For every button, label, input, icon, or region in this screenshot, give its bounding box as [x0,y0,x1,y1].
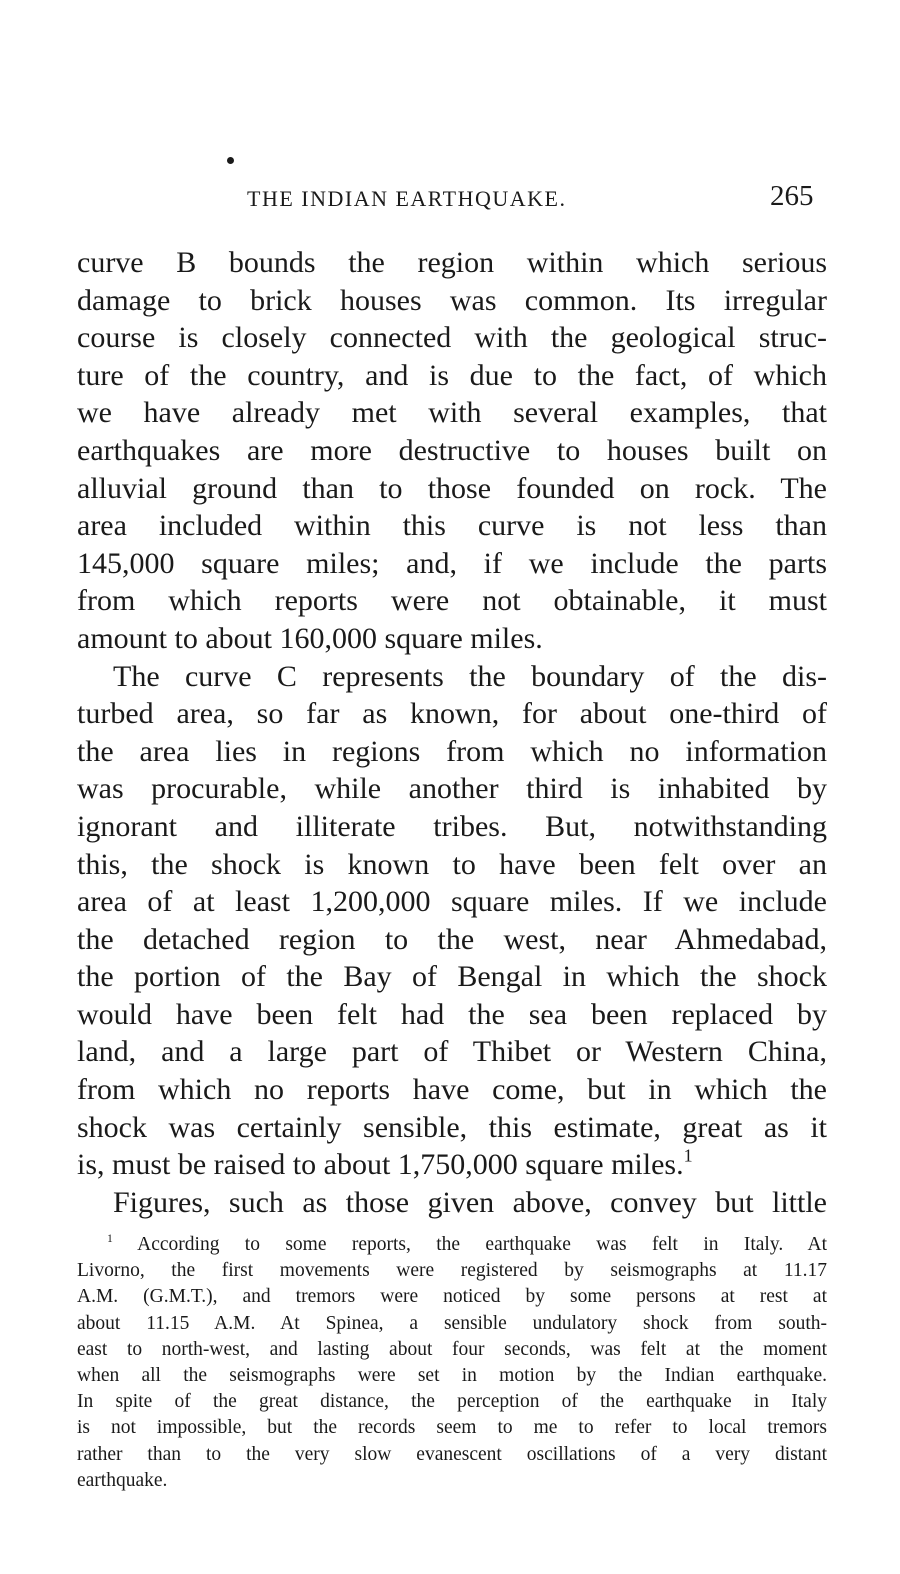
body-line: ture of the country, and is due to the fact, of which [77,358,827,392]
body-line: land, and a large part of Thibet or Western China, [77,1035,827,1069]
body-line: course is closely connected with the geological struc- [77,321,827,355]
page-number: 265 [770,180,814,212]
body-line: shock was certainly sensible, this estimate, great as it [77,1110,827,1144]
footnote-line: about 11.15 A.M. At Spinea, a sensible undulatory shock from south- [77,1312,827,1334]
body-line: turbed area, so far as known, for about one-third of [77,697,827,731]
body-line: ignorant and illiterate tribes. But, notwithstanding [77,809,827,843]
body-line-with-footnote-ref [77,1146,827,1184]
body-line: the area lies in regions from which no information [77,734,827,768]
printer-mark [227,157,234,164]
body-line: the portion of the Bay of Bengal in which the shock [77,960,827,994]
body-line: would have been felt had the sea been replaced by [77,997,827,1031]
body-line: from which no reports have come, but in which the [77,1073,827,1107]
body-line: alluvial ground than to those founded on rock. The [77,471,827,505]
running-head: THE INDIAN EARTHQUAKE. [247,186,567,211]
body-line: this, the shock is known to have been felt over an [77,847,827,881]
body-line: damage to brick houses was common. Its irregular [77,283,827,317]
footnote-line: east to north-west, and lasting about four seconds, was felt at the moment [77,1338,827,1360]
body-line-text: is, must be raised to about 1,750,000 square miles. [77,1148,684,1182]
body-line: from which reports were not obtainable, it must [77,584,827,618]
body-line: Figures, such as those given above, convey but little [113,1185,827,1219]
footnote-line: Livorno, the first movements were registered by seismographs at 11.17 [77,1260,827,1282]
footnote-line: is not impossible, but the records seem to me to refer to local tremors [77,1417,827,1439]
body-text [77,244,827,1221]
footnote-line: earthquake. [77,1469,168,1491]
footnote-line-first [77,1232,827,1258]
body-line: amount to about 160,000 square miles. [77,621,543,655]
footnote [77,1232,827,1494]
footnote-line: when all the seismographs were set in motion by the Indian earthquake. [77,1364,827,1386]
body-line: area of at least 1,200,000 square miles. If we include [77,885,827,919]
footnote-line: In spite of the great distance, the perception of the earthquake in Italy [77,1391,827,1413]
footnote-line: rather than to the very slow evanescent oscillations of a very distant [77,1443,827,1465]
body-line: the detached region to the west, near Ahmedabad, [77,922,827,956]
body-line: area included within this curve is not less than [77,509,827,543]
body-line: curve B bounds the region within which serious [77,246,827,279]
body-line: was procurable, while another third is inhabited by [77,772,827,806]
footnote-line-text: According to some reports, the earthquake was felt in Italy. At [137,1234,827,1255]
footnote-marker: 1 [107,1231,113,1245]
footnote-line: A.M. (G.M.T.), and tremors were noticed by some persons at rest at [77,1286,827,1308]
body-line: The curve C represents the boundary of the dis- [113,659,827,693]
body-line: we have already met with several examples, that [77,396,827,430]
body-line: 145,000 square miles; and, if we include the parts [77,546,827,580]
body-line: earthquakes are more destructive to houses built on [77,433,827,467]
footnote-reference: 1 [683,1145,693,1166]
